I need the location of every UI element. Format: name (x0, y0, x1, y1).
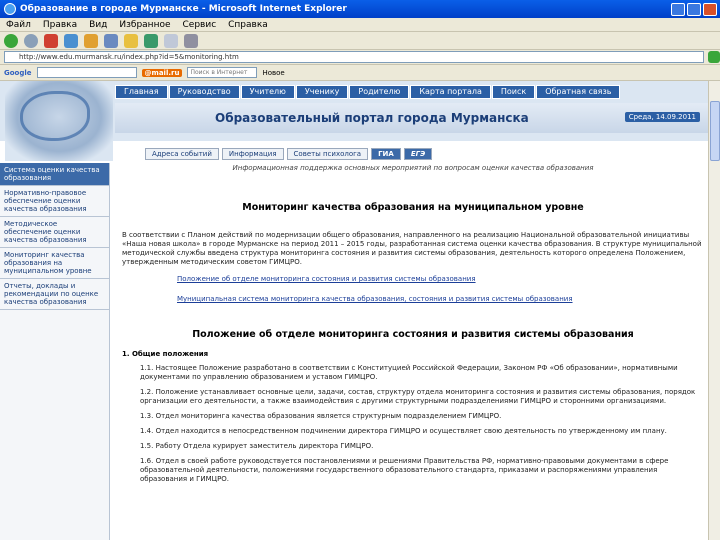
mailru-logo[interactable]: @mail.ru (142, 69, 183, 77)
nav-management[interactable]: Руководство (169, 85, 240, 99)
section-tabs (145, 148, 432, 160)
nav-search[interactable]: Поиск (492, 85, 535, 99)
section-general: 1. Общие положения (122, 350, 209, 358)
logo-swirl-icon (20, 91, 90, 141)
tab-events[interactable]: Адреса событий (145, 148, 219, 160)
refresh-icon[interactable] (64, 34, 78, 48)
home-icon[interactable] (84, 34, 98, 48)
vertical-scrollbar[interactable] (708, 81, 720, 540)
print-icon[interactable] (184, 34, 198, 48)
top-navigation (115, 85, 620, 99)
nav-feedback[interactable]: Обратная связь (536, 85, 620, 99)
sidebar (0, 163, 110, 540)
tab-gia[interactable]: ГИА (371, 148, 401, 160)
list-item: 1.5. Работу Отдела курирует заместитель директора ГИМЦРО. (140, 442, 374, 450)
nav-home[interactable]: Главная (115, 85, 168, 99)
ie-logo-icon (4, 3, 16, 15)
mail-icon[interactable] (164, 34, 178, 48)
nav-sitemap[interactable]: Карта портала (410, 85, 491, 99)
favorites-icon[interactable] (124, 34, 138, 48)
back-icon[interactable] (4, 34, 18, 48)
google-search-input[interactable] (37, 67, 137, 78)
main-content (122, 164, 704, 484)
nav-student[interactable]: Ученику (296, 85, 349, 99)
browser-toolbar (0, 32, 720, 50)
sidebar-item-legal[interactable]: Нормативно-правовое обеспечение оценки качества образования (0, 186, 109, 217)
intro-paragraph: В соответствии с Планом действий по модернизации общего образования, направленного на реализацию Национальной образовательной инициативы «Наша новая школа» в городе Мурманске на период 2011 – 2015 годы, разработанная система оценки качества образования. В структуре муниципальной методической службы введена структура мониторинга состояния и развития системы образования, деятельность которого определена Положением, утвержденным методическим советом ГИМЦРО. (122, 231, 702, 266)
window-title: Образование в городе Мурманске - Microsoft Internet Explorer (20, 4, 347, 14)
tab-psychologist[interactable]: Советы психолога (287, 148, 369, 160)
google-logo: Google (4, 68, 32, 77)
history-icon[interactable] (144, 34, 158, 48)
maximize-button[interactable] (687, 3, 701, 16)
window-titlebar (0, 0, 720, 18)
link-municipal-system[interactable]: Муниципальная система мониторинга качества образования, состояния и развития системы образования (177, 295, 573, 303)
page-viewport (0, 81, 708, 540)
list-item: 1.4. Отдел находится в непосредственном подчинении директора ГИМЦРО и осуществляет свою деятельность по утвержденному им плану. (140, 427, 667, 435)
site-banner (115, 103, 708, 133)
list-item: 1.1. Настоящее Положение разработано в соответствии с Конституцией Российской Федерации, Законом РФ «Об образовании», нормативными документами по управлению образованием и уставом ГИМЦРО. (140, 364, 678, 381)
menu-file[interactable]: Файл (6, 19, 31, 30)
portal-title: Образовательный портал города Мурманска (215, 111, 529, 125)
forward-icon[interactable] (24, 34, 38, 48)
go-icon[interactable] (708, 51, 720, 63)
minimize-button[interactable] (671, 3, 685, 16)
search-icon[interactable] (104, 34, 118, 48)
address-bar (0, 50, 720, 65)
sidebar-item-methodical[interactable]: Методическое обеспечение оценки качества образования (0, 217, 109, 248)
site-header (0, 81, 708, 141)
address-input[interactable]: http://www.edu.murmansk.ru/index.php?id=5&monitoring.htm (4, 51, 704, 63)
date-badge: Среда, 14.09.2011 (625, 112, 700, 122)
site-logo (5, 81, 113, 161)
close-window-button[interactable] (703, 3, 717, 16)
stop-icon[interactable] (44, 34, 58, 48)
sidebar-item-monitoring[interactable]: Мониторинг качества образования на муниципальном уровне (0, 248, 109, 279)
menu-tools[interactable]: Сервис (182, 19, 217, 30)
nav-parent[interactable]: Родителю (349, 85, 409, 99)
menu-edit[interactable]: Правка (42, 19, 78, 30)
page-title: Мониторинг качества образования на муниципальном уровне (242, 202, 584, 213)
sidebar-item-quality-system[interactable]: Система оценки качества образования (0, 163, 109, 186)
list-item: 1.6. Отдел в своей работе руководствуется постановлениями и решениями Правительства РФ, нормативно-правовыми документами в сфере образовательной деятельности, положениями государственного образовательного стандарта, приказами и распоряжениями управления образования и ГИМЦРО. (140, 457, 669, 483)
menu-favorites[interactable]: Избранное (119, 19, 171, 30)
nav-teacher[interactable]: Учителю (241, 85, 295, 99)
menu-help[interactable]: Справка (228, 19, 268, 30)
sidebar-item-reports[interactable]: Отчеты, доклады и рекомендации по оценке качества образования (0, 279, 109, 310)
list-item: 1.3. Отдел мониторинга качества образования является структурным подразделением ГИМЦРО. (140, 412, 502, 420)
scrollbar-thumb[interactable] (710, 101, 720, 161)
tab-ege[interactable]: ЕГЭ (404, 148, 432, 160)
menu-view[interactable]: Вид (89, 19, 108, 30)
internet-search-input[interactable]: Поиск в Интернет (187, 67, 257, 78)
list-item: 1.2. Положение устанавливает основные цели, задачи, состав, структуру отдела мониторинга состояния и развития системы образования, порядок организации его деятельности, а также взаимодействия с другими структурными подразделениями ГИМЦРО и сторонними организациями. (140, 388, 696, 405)
news-button[interactable]: Новое (262, 68, 285, 77)
google-toolbar (0, 65, 720, 81)
page-subtitle: Информационная поддержка основных мероприятий по вопросам оценки качества образования (232, 164, 594, 172)
menu-bar (0, 18, 720, 32)
tab-info[interactable]: Информация (222, 148, 284, 160)
link-regulation[interactable]: Положение об отделе мониторинга состояния и развития системы образования (177, 275, 476, 283)
section-heading: Положение об отделе мониторинга состояния и развития системы образования (192, 329, 634, 340)
